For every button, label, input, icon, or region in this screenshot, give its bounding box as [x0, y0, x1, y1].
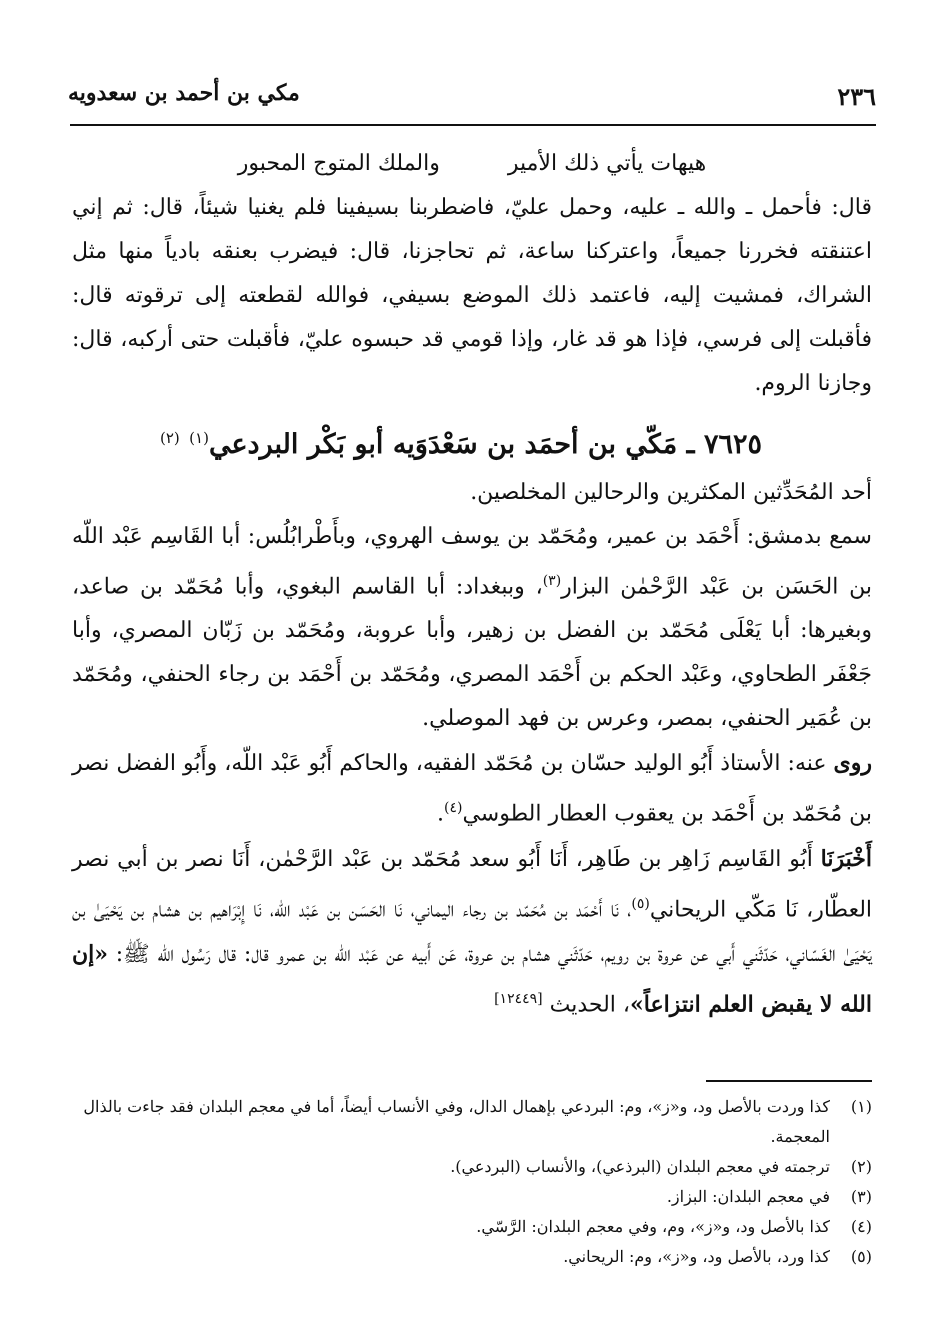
- students-paragraph: [72, 741, 872, 836]
- footnote-number: (٤): [850, 1217, 872, 1236]
- narrative-paragraph: قال: فأحمل ـ والله ـ عليه، وحمل عليّ، فاضطربنا بسيفينا فلم يغنيا شيئاً، قال: ثم إني اعتنقته فخررنا جميعاً، واعتركنا ساعة، ثم تحاجزنا، قال: فيضرب بعنقه بادياً منها مثل الشراك، فمشيت إليه، فاعتمد ذلك الموضع بسيفي، فوالله لقطعته إلى ترقوته قال: فأقبلت إلى فرسي، فإذا هو قد غار، وإذا قومي قد حبسوه عليّ، فأقبلت حتى أركبه، قال: وجازنا الروم.: [72, 195, 872, 396]
- verse-hemistich-right: هيهات يأتي ذلك الأمير: [507, 151, 707, 176]
- teachers-text-b: ، وببغداد: أبا القاسم البغوي، وأبا مُحَمّد بن صاعد، وبغيرها: أبا يَعْلَى مُحَمّد بن الفضل بن زهير، وأبا عروبة، ومُحَمّد بن زَبّان المصري، وأبا جَعْفَر الطحاوي، وعَبْد الحكم بن أَحْمَد المصري، ومُحَمّد بن أَحْمَد بن رجاء الحنفي، ومُحَمّد بن عُمَير الحنفي، بمصر، وعرس بن فهد الموصلي.: [72, 574, 872, 732]
- footnote: [72, 1182, 872, 1212]
- footnote-ref-1: (١): [189, 429, 209, 447]
- hadith-lead: أَخْبَرَنَا: [820, 845, 872, 872]
- teachers-text-a: سمع بدمشق: أَحْمَد بن عمير، ومُحَمّد بن يوسف الهروي، وبأَطْرابُلُس: أبا القَاسِم عَبْد اللّه بن الحَسَن بن عَبْد الرَّحْمٰن البزار: [72, 524, 873, 600]
- footnote: [72, 1212, 872, 1242]
- verse-hemistich-left: والملك المتوج المحبور: [237, 151, 440, 176]
- footnote-text: كذا بالأصل ود، و«ز»، وم، وفي معجم البلدان: الرَّسّي.: [476, 1217, 830, 1236]
- footnote-ref-5: (٥): [631, 895, 650, 912]
- hadith-text-b: ، نَا أَحْمَد بن مُحَمّد بن رجاء اليماني، نَا الحَسَن بن عَبْد اللّه، نَا إِبْرَاهيم بن هشام بن يَحْيَىٰ بن يَحْيَىٰ الغَسّاني، حَدّثَني أَبي عن عروة بن رويم، حَدّثَني هشام بن عروة، عَن أَبيه عن عَبْد اللّه بن عمرو قال: قال رَسُول اللّه ﷺ:: [72, 896, 872, 967]
- narrated-lead: روى: [833, 750, 872, 777]
- footnote-number: (٢): [850, 1157, 872, 1176]
- page-header: [68, 80, 876, 124]
- footnote-text: ترجمته في معجم البلدان (البرذعي)، والأنساب (البردعي).: [450, 1157, 830, 1176]
- footnote-ref-3: (٣): [542, 573, 562, 589]
- footnote-text: في معجم البلدان: البزاز.: [666, 1187, 830, 1206]
- hadith-text-a: أَبُو القَاسِم زَاهِر بن طَاهِر، أَنَا أَبُو سعد مُحَمّد بن عَبْد الرَّحْمٰن، أَنَا نصر بن أبي نصر العطّار، نَا مَكّي الريحاني: [72, 846, 873, 922]
- entry-title: ٧٦٢٥ ـ مَكّي بن أحمَد بن سَعْدَوَيه أبو بَكْر البردعي: [208, 429, 762, 460]
- hadith-text-c: ، الحديث: [542, 992, 631, 1018]
- footnote-number: (١): [850, 1097, 872, 1116]
- footnote: [72, 1152, 872, 1182]
- poetry-verse: [72, 142, 872, 186]
- footnotes: [72, 1092, 872, 1272]
- footnote-number: (٥): [850, 1247, 872, 1266]
- main-text: [72, 140, 872, 1027]
- students-text-a: عنه: الأستاذ أَبُو الوليد حسّان بن مُحَمّد الفقيه، والحاكم أَبُو عَبْد اللّه، وأَبُو الفضل نصر بن مُحَمّد بن أَحْمَد بن يعقوب العطار الطوسي: [72, 751, 872, 827]
- entry-heading: [72, 412, 872, 471]
- teachers-paragraph: [72, 515, 872, 741]
- footnote: [72, 1092, 872, 1152]
- footnote-text: كذا وردت بالأصل ود، و«ز»، وم: البردعي بإهمال الدال، وفي الأنساب أيضاً، أما في معجم البلدان فقد جاءت بالذال المعجمة.: [83, 1097, 830, 1146]
- students-text-b: .: [436, 801, 444, 827]
- hadith-reference-number: [١٢٤٤٩]: [494, 990, 543, 1007]
- footnote: [72, 1242, 872, 1272]
- footnote-ref-4: (٤): [443, 800, 463, 817]
- hadith-quote: «إن الله لا يقبض العلم انتزاعاً»: [72, 940, 872, 1018]
- header-rule: [70, 124, 876, 126]
- running-title: مكي بن أحمد بن سعدويه: [68, 80, 300, 106]
- page-number: ٢٣٦: [837, 82, 876, 111]
- footnote-ref-2: (٢): [159, 429, 180, 447]
- entry-intro: أحد المُحَدِّثين المكثرين والرحالين المخلصين.: [470, 480, 872, 505]
- footnote-number: (٣): [850, 1187, 872, 1206]
- hadith-paragraph: [72, 837, 872, 1028]
- footnote-rule: [706, 1080, 872, 1082]
- footnote-text: كذا ورد، بالأصل ود، و«ز»، وم: الريحاني.: [563, 1247, 830, 1266]
